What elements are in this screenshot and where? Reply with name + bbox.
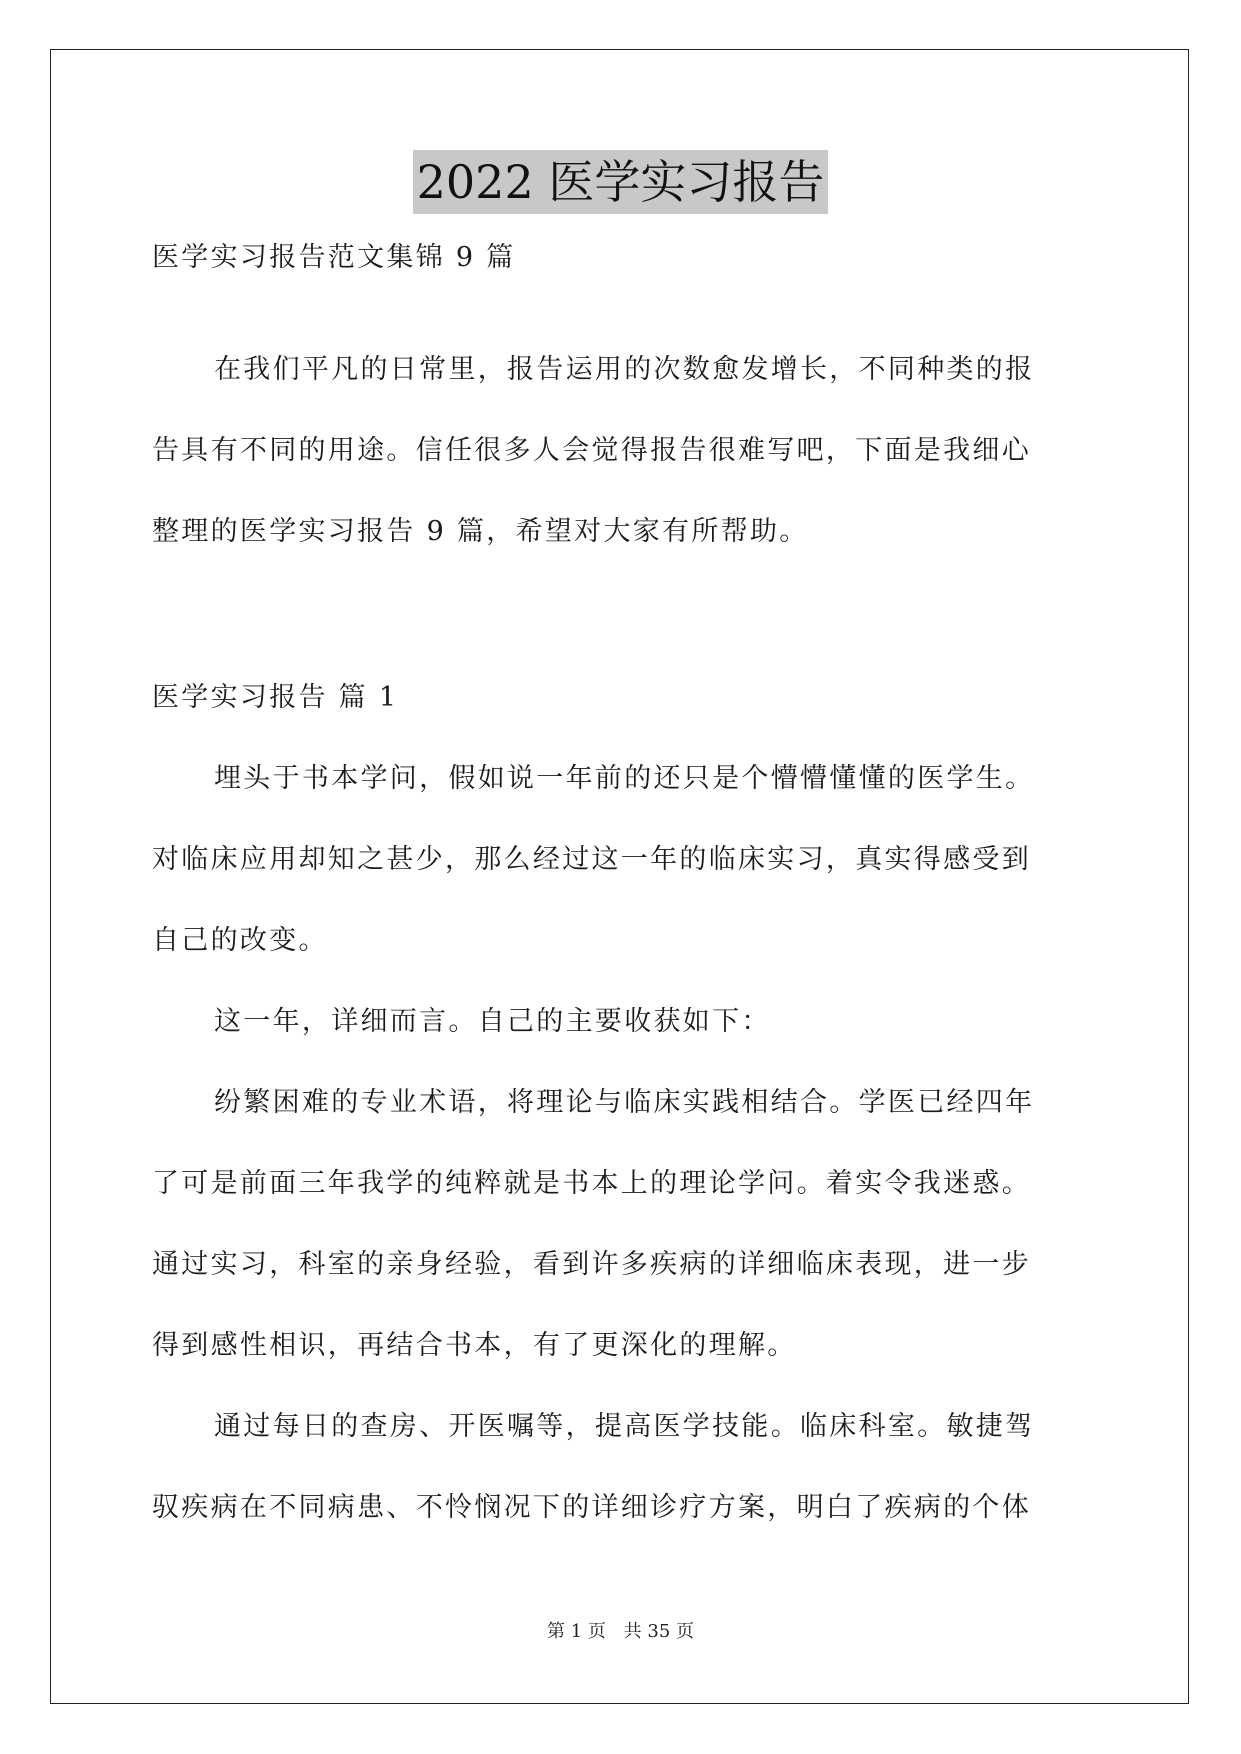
paragraph-line: 了可是前面三年我学的纯粹就是书本上的理论学问。着实令我迷惑。 bbox=[152, 1168, 1031, 1199]
paragraph-line: 埋头于书本学问，假如说一年前的还只是个懵懵懂懂的医学生。 bbox=[214, 763, 1035, 794]
paragraph-line: 对临床应用却知之甚少，那么经过这一年的临床实习，真实得感受到 bbox=[152, 844, 1031, 875]
page-footer bbox=[0, 1620, 1241, 1644]
paragraph-line: 驭疾病在不同病患、不怜悯况下的详细诊疗方案，明白了疾病的个体 bbox=[152, 1492, 1031, 1523]
paragraph-line: 通过每日的查房、开医嘱等，提高医学技能。临床科室。敏捷驾 bbox=[214, 1411, 1035, 1442]
paragraph-line: 纷繁困难的专业术语，将理论与临床实践相结合。学医已经四年 bbox=[214, 1087, 1035, 1118]
document-title: 2022 医学实习报告 bbox=[413, 150, 829, 214]
subtitle-line: 医学实习报告范文集锦 9 篇 bbox=[152, 242, 516, 273]
paragraph-line: 自己的改变。 bbox=[152, 925, 328, 956]
paragraph-line: 这一年，详细而言。自己的主要收获如下： bbox=[214, 1006, 771, 1037]
paragraph-line: 通过实习，科室的亲身经验，看到许多疾病的详细临床表现，进一步 bbox=[152, 1249, 1031, 1280]
page-number: 第 1 页 bbox=[547, 1621, 606, 1642]
paragraph-line: 告具有不同的用途。信任很多人会觉得报告很难写吧，下面是我细心 bbox=[152, 435, 1031, 466]
paragraph-line: 在我们平凡的日常里，报告运用的次数愈发增长，不同种类的报 bbox=[214, 354, 1035, 385]
paragraph-line: 整理的医学实习报告 9 篇，希望对大家有所帮助。 bbox=[152, 516, 809, 547]
paragraph-line: 得到感性相识，再结合书本，有了更深化的理解。 bbox=[152, 1330, 797, 1361]
title-container bbox=[0, 150, 1241, 214]
page-total: 共 35 页 bbox=[623, 1621, 694, 1642]
section-heading: 医学实习报告 篇 1 bbox=[152, 682, 399, 713]
